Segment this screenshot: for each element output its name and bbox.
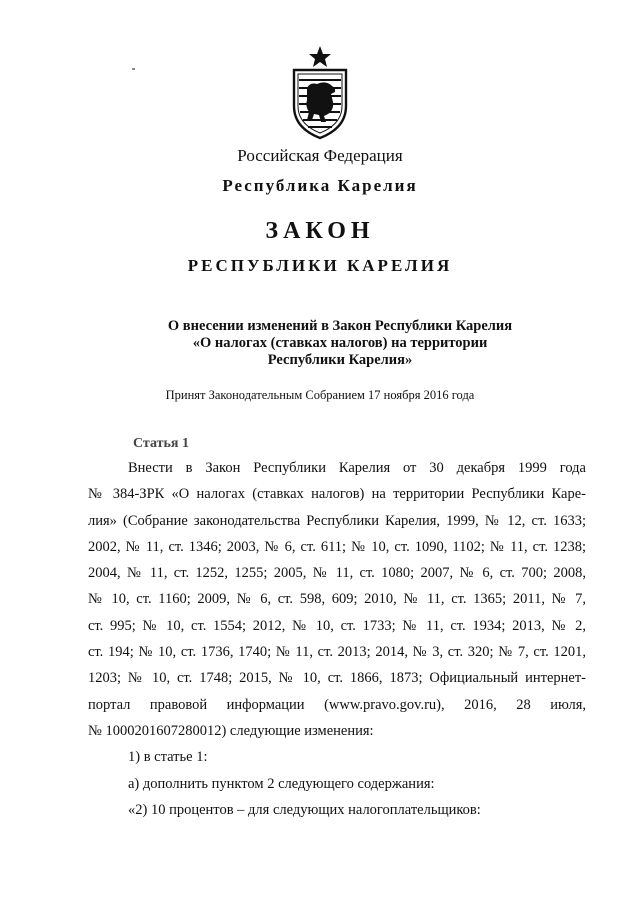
body-line: ст. 194; № 10, ст. 1736, 1740; № 11, ст. 2013; 2014, № 3, ст. 320; № 7, ст. 1201,: [88, 644, 586, 661]
title-line: «О налогах (ставках налогов) на территории: [192, 335, 488, 351]
law-subheading: РЕСПУБЛИКИ КАРЕЛИЯ: [187, 256, 453, 275]
country-heading: Российская Федерация: [237, 146, 403, 165]
body-line: 1203; № 10, ст. 1748; 2015, № 10, ст. 1866, 1873; Официальный интернет-: [88, 670, 586, 687]
article-heading: Статья 1: [133, 436, 189, 451]
title-line: О внесении изменений в Закон Республики Карелия: [167, 318, 513, 334]
body-line: ст. 995; № 10, ст. 1554; 2012, № 10, ст. 1733; № 11, ст. 1934; 2013, № 2,: [88, 617, 586, 634]
star-icon: [309, 46, 331, 67]
body-line: лия» (Собрание законодательства Республики Карелия, 1999, № 12, ст. 1633;: [88, 512, 586, 529]
law-heading: ЗАКОН: [265, 218, 375, 244]
body-line: № 1000201607280012) следующие изменения:: [88, 722, 374, 739]
body-line: № 10, ст. 1160; 2009, № 6, ст. 598, 609; 2010, № 11, ст. 1365; 2011, № 7,: [88, 591, 586, 608]
title-line: Республики Карелия»: [267, 352, 413, 368]
body-line: № 384-ЗРК «О налогах (ставках налогов) на территории Республики Каре-: [88, 486, 586, 503]
coat-of-arms-emblem: [290, 44, 350, 140]
body-line: а) дополнить пунктом 2 следующего содержания:: [128, 775, 435, 792]
body-line: 2004, № 11, ст. 1252, 1255; 2005, № 11, ст. 1080; 2007, № 6, ст. 700; 2008,: [88, 565, 586, 582]
scan-artifact: [132, 68, 135, 70]
body-line: «2) 10 процентов – для следующих налогоплательщиков:: [128, 801, 481, 818]
body-line: портал правовой информации (www.pravo.gov.ru), 2016, 28 июля,: [88, 696, 586, 713]
law-title: [160, 318, 520, 369]
body-line: Внести в Закон Республики Карелия от 30 декабря 1999 года: [128, 460, 586, 476]
article-body: [88, 455, 586, 823]
body-line: 2002, № 11, ст. 1346; 2003, № 6, ст. 611; № 10, ст. 1090, 1102; № 11, ст. 1238;: [88, 538, 586, 555]
republic-heading: Республика Карелия: [222, 176, 418, 195]
body-line: 1) в статье 1:: [128, 749, 208, 766]
adoption-note: Принят Законодательным Собранием 17 ноября 2016 года: [165, 388, 475, 402]
